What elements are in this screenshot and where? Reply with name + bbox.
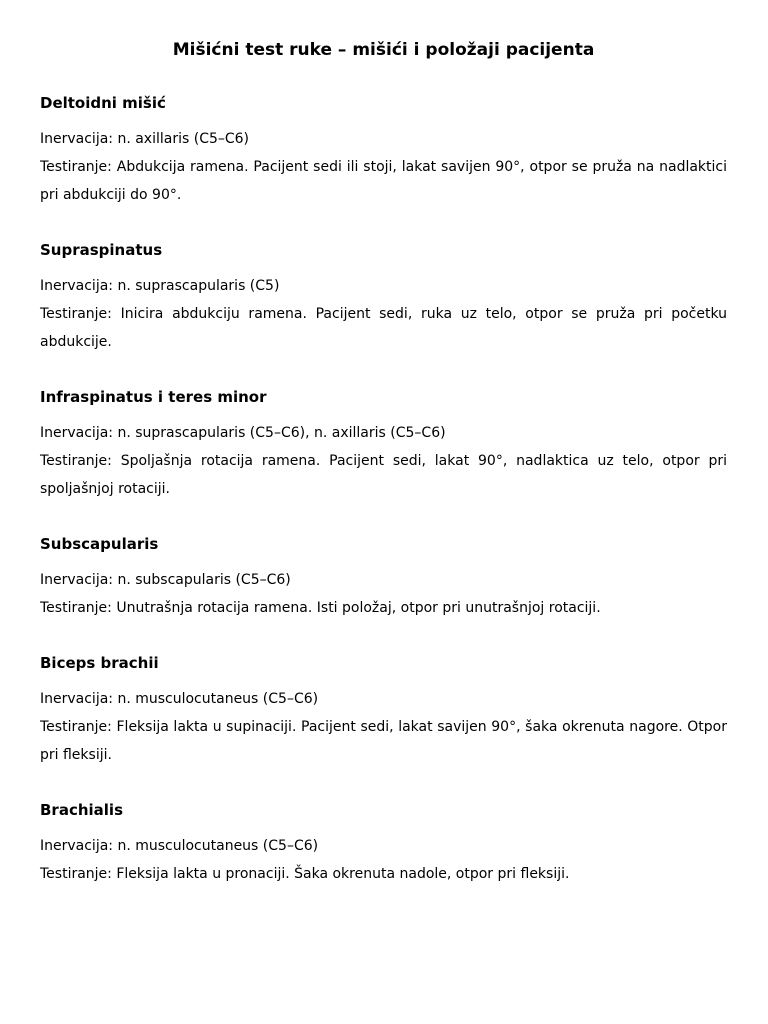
muscle-section — [40, 653, 727, 769]
innervation-text: Inervacija: n. axillaris (C5–C6) — [40, 131, 250, 147]
section-heading: Biceps brachii — [40, 654, 159, 672]
page-title: Mišićni test ruke – mišići i položaji pacijenta — [172, 40, 595, 60]
innervation-text: Inervacija: n. musculocutaneus (C5–C6) — [40, 691, 319, 707]
testing-text: Testiranje: Fleksija lakta u pronaciji. Šaka okrenuta nadole, otpor pri fleksiji. — [40, 866, 570, 882]
innervation-text: Inervacija: n. subscapularis (C5–C6) — [40, 572, 291, 588]
section-heading: Subscapularis — [40, 535, 159, 553]
muscle-section — [40, 93, 727, 209]
section-heading: Brachialis — [40, 801, 123, 819]
document-page — [40, 0, 727, 888]
innervation-text: Inervacija: n. suprascapularis (C5) — [40, 278, 280, 294]
muscle-section — [40, 534, 727, 622]
innervation-text: Inervacija: n. suprascapularis (C5–C6), n. axillaris (C5–C6) — [40, 425, 446, 441]
section-heading: Deltoidni mišić — [40, 94, 166, 112]
section-heading: Infraspinatus i teres minor — [40, 388, 267, 406]
innervation-text: Inervacija: n. musculocutaneus (C5–C6) — [40, 838, 319, 854]
muscle-section — [40, 800, 727, 888]
muscle-section — [40, 240, 727, 356]
section-heading: Supraspinatus — [40, 241, 163, 259]
testing-text: Testiranje: Abdukcija ramena. Pacijent sedi ili stoji, lakat savijen 90°, otpor se pruža na nadlaktici pri abdukciji do 90°. — [40, 159, 727, 203]
muscle-section — [40, 387, 727, 503]
testing-text: Testiranje: Unutrašnja rotacija ramena. Isti položaj, otpor pri unutrašnjoj rotaciji. — [40, 600, 601, 616]
testing-text: Testiranje: Spoljašnja rotacija ramena. Pacijent sedi, lakat 90°, nadlaktica uz telo, otpor pri spoljašnjoj rotaciji. — [40, 453, 727, 497]
testing-text: Testiranje: Inicira abdukciju ramena. Pacijent sedi, ruka uz telo, otpor se pruža pri početku abdukcije. — [40, 306, 727, 350]
testing-text: Testiranje: Fleksija lakta u supinaciji. Pacijent sedi, lakat savijen 90°, šaka okrenuta nagore. Otpor pri fleksiji. — [40, 719, 727, 763]
